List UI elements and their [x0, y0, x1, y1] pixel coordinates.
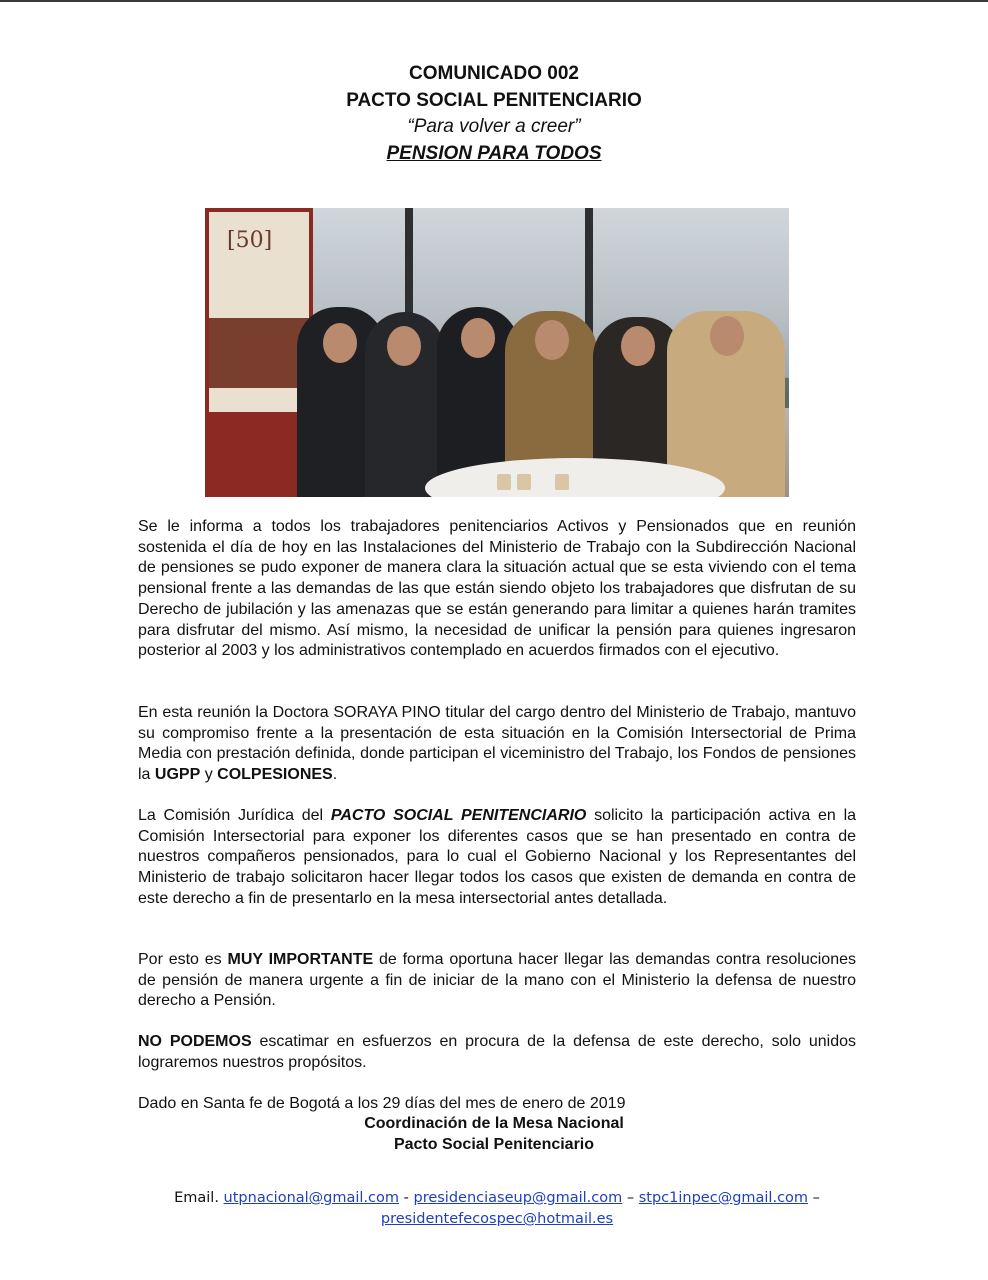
- email-link-utpnacional[interactable]: utpnacional@gmail.com: [223, 1190, 400, 1206]
- signature-line-2: Pacto Social Penitenciario: [393, 1136, 595, 1153]
- top-border: [0, 0, 988, 2]
- group-photo: [205, 208, 789, 497]
- date-line: Dado en Santa fe de Bogotá a los 29 días del mes de enero de 2019: [138, 1095, 626, 1112]
- paragraph-meeting: En esta reunión la Doctora SORAYA PINO titular del cargo dentro del Ministerio de Trabajo, mantuvo su compromiso frente a la presentación de esta situación en la Comisión Intersectorial de Prima Media con prestación definida, donde participan el viceministro del Trabajo, los Fondos de pensiones la UGPP y COLPESIONES.: [138, 704, 856, 784]
- document-title: COMUNICADO 002: [409, 63, 579, 84]
- paragraph-closing: NO PODEMOS escatimar en esfuerzos en procura de la defensa de este derecho, solo unidos lograremos nuestros propósitos.: [138, 1033, 857, 1071]
- paragraph-important: Por esto es MUY IMPORTANTE de forma oportuna hacer llegar las demandas contra resoluciones de pensión de manera urgente a fin de iniciar de la mano con el Ministerio la defensa de nuestro derecho a Pensión.: [138, 951, 857, 1010]
- email-link-presidenciaseup[interactable]: presidenciaseup@gmail.com: [413, 1190, 623, 1206]
- signature-line-1: Coordinación de la Mesa Nacional: [364, 1115, 624, 1132]
- closing-emphasis: NO PODEMOS: [138, 1033, 252, 1050]
- paragraph-legal-commission: La Comisión Jurídica del PACTO SOCIAL PENITENCIARIO solicito la participación activa en la Comisión Intersectorial para exponer los diferentes casos que se han presentado en contra de nuestros compañeros pensionados, para lo cual el Gobierno Nacional y los Representantes del Ministerio de trabajo solicitaron hacer llegar todos los casos que existen de demanda en contra de este derecho a fin de presentarlo en la mesa intersectorial antes detallada.: [138, 807, 857, 907]
- document-subtitle: PACTO SOCIAL PENITENCIARIO: [346, 90, 642, 111]
- document-motto: “Para volver a creer”: [407, 116, 581, 137]
- banner-number: [50]: [227, 228, 273, 253]
- colpensiones-name: COLPESIONES: [217, 766, 333, 784]
- document-header: [0, 60, 988, 167]
- important-emphasis: MUY IMPORTANTE: [227, 951, 374, 968]
- email-label: Email.: [174, 1190, 224, 1206]
- paragraph-intro: Se le informa a todos los trabajadores penitenciarios Activos y Pensionados que en reunión sostenida el día de hoy en las Instalaciones del Ministerio de Trabajo con la Subdirección Nacional de pensiones se pudo exponer de manera clara la situación actual que se esta viviendo con el tema pensional frente a las demandas de las que están siendo objeto los trabajadores que disfrutan de su Derecho de jubilación y las amenazas que se están generando para limitar a quienes harán tramites para disfrutar del mismo. Así mismo, la necesidad de unificar la pensión para quienes ingresaron posterior al 2003 y los administrativos contemplado en acuerdos firmados con el ejecutivo.: [138, 518, 856, 660]
- ugpp-name: UGPP: [154, 766, 201, 784]
- email-link-presidentefecospec[interactable]: presidentefecospec@hotmail.es: [380, 1211, 614, 1227]
- email-link-stpc1inpec[interactable]: stpc1inpec@gmail.com: [638, 1190, 809, 1206]
- contact-footer: Email. utpnacional@gmail.com - presidenciaseup@gmail.com – stpc1inpec@gmail.com – presidentefecospec@hotmail.es: [174, 1190, 820, 1227]
- pact-name: PACTO SOCIAL PENITENCIARIO: [330, 807, 587, 824]
- document-slogan: PENSION PARA TODOS: [386, 143, 602, 164]
